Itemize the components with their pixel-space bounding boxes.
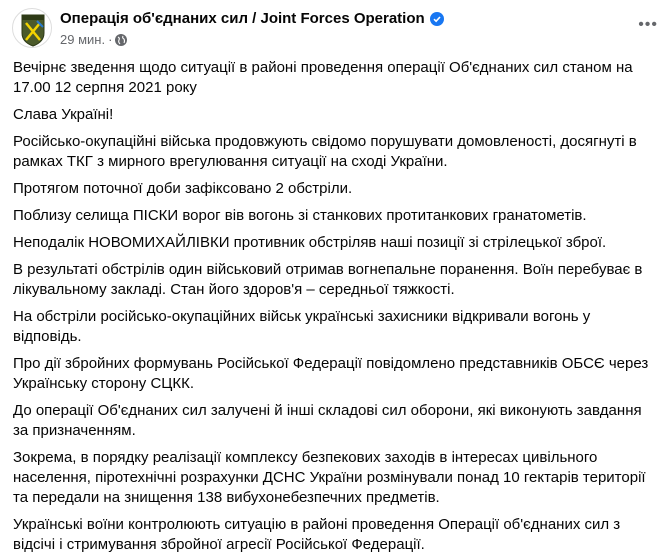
post-paragraph: Російсько-окупаційні війська продовжують свідомо порушувати домовленості, досягнуті в рамках ТКГ з мирного врегулювання ситуації на сході України.	[13, 133, 637, 170]
more-options-button[interactable]: •••	[638, 16, 658, 33]
post-paragraph: В результаті обстрілів один військовий отримав вогнепальне поранення. Воїн перебуває в лікувальному закладі. Стан його здоров'я – середньої тяжкості.	[13, 261, 643, 298]
post-paragraph: Поблизу селища ПІСКИ ворог вів вогонь зі станкових протитанкових гранатометів.	[13, 207, 587, 224]
author-name-text[interactable]: Операція об'єднаних сил / Joint Forces Operation	[60, 10, 425, 27]
page-avatar[interactable]	[12, 8, 52, 48]
jfo-emblem-icon	[13, 9, 52, 48]
post-timestamp[interactable]: 29 мин.	[60, 32, 106, 47]
author-name[interactable]	[60, 10, 444, 27]
meta-separator: ·	[108, 32, 113, 47]
post-paragraph: На обстріли російсько-окупаційних військ українські захисники відкривали вогонь у відповідь.	[13, 308, 591, 345]
post-header	[0, 0, 672, 56]
post-body	[0, 56, 672, 555]
post-paragraph: До операції Об'єднаних сил залучені й інші складові сил оборони, які виконують завдання за призначенням.	[13, 402, 642, 439]
post-paragraph: Протягом поточної доби зафіксовано 2 обстріли.	[13, 180, 353, 197]
post-meta	[60, 32, 127, 47]
post-paragraph: Українські воїни контролюють ситуацію в районі проведення Операції об'єднаних сил з відсічі і стримування збройної агресії Російської Федерації.	[13, 516, 621, 553]
post-paragraph: Неподалік НОВОМИХАЙЛІВКИ противник обстріляв наші позиції зі стрілецької зброї.	[13, 234, 607, 251]
post-paragraph: Слава Україні!	[13, 106, 114, 123]
post-paragraph: Про дії збройних формувань Російської Федерації повідомлено представників ОБСЄ через Українську сторону СЦКК.	[13, 355, 649, 392]
post-paragraph: Зокрема, в порядку реалізації комплексу безпекових заходів в інтересах цивільного населення, піротехнічні розрахунки ДСНС України розмінували понад 10 гектарів території та передали на знищення 138 вибухонебезпечних предметів.	[13, 449, 646, 506]
post-paragraph: Вечірнє зведення щодо ситуації в районі проведення операції Об'єднаних сил станом на 17.00 12 серпня 2021 року	[13, 59, 633, 96]
verified-badge-icon	[430, 12, 444, 26]
globe-icon[interactable]	[115, 34, 127, 46]
